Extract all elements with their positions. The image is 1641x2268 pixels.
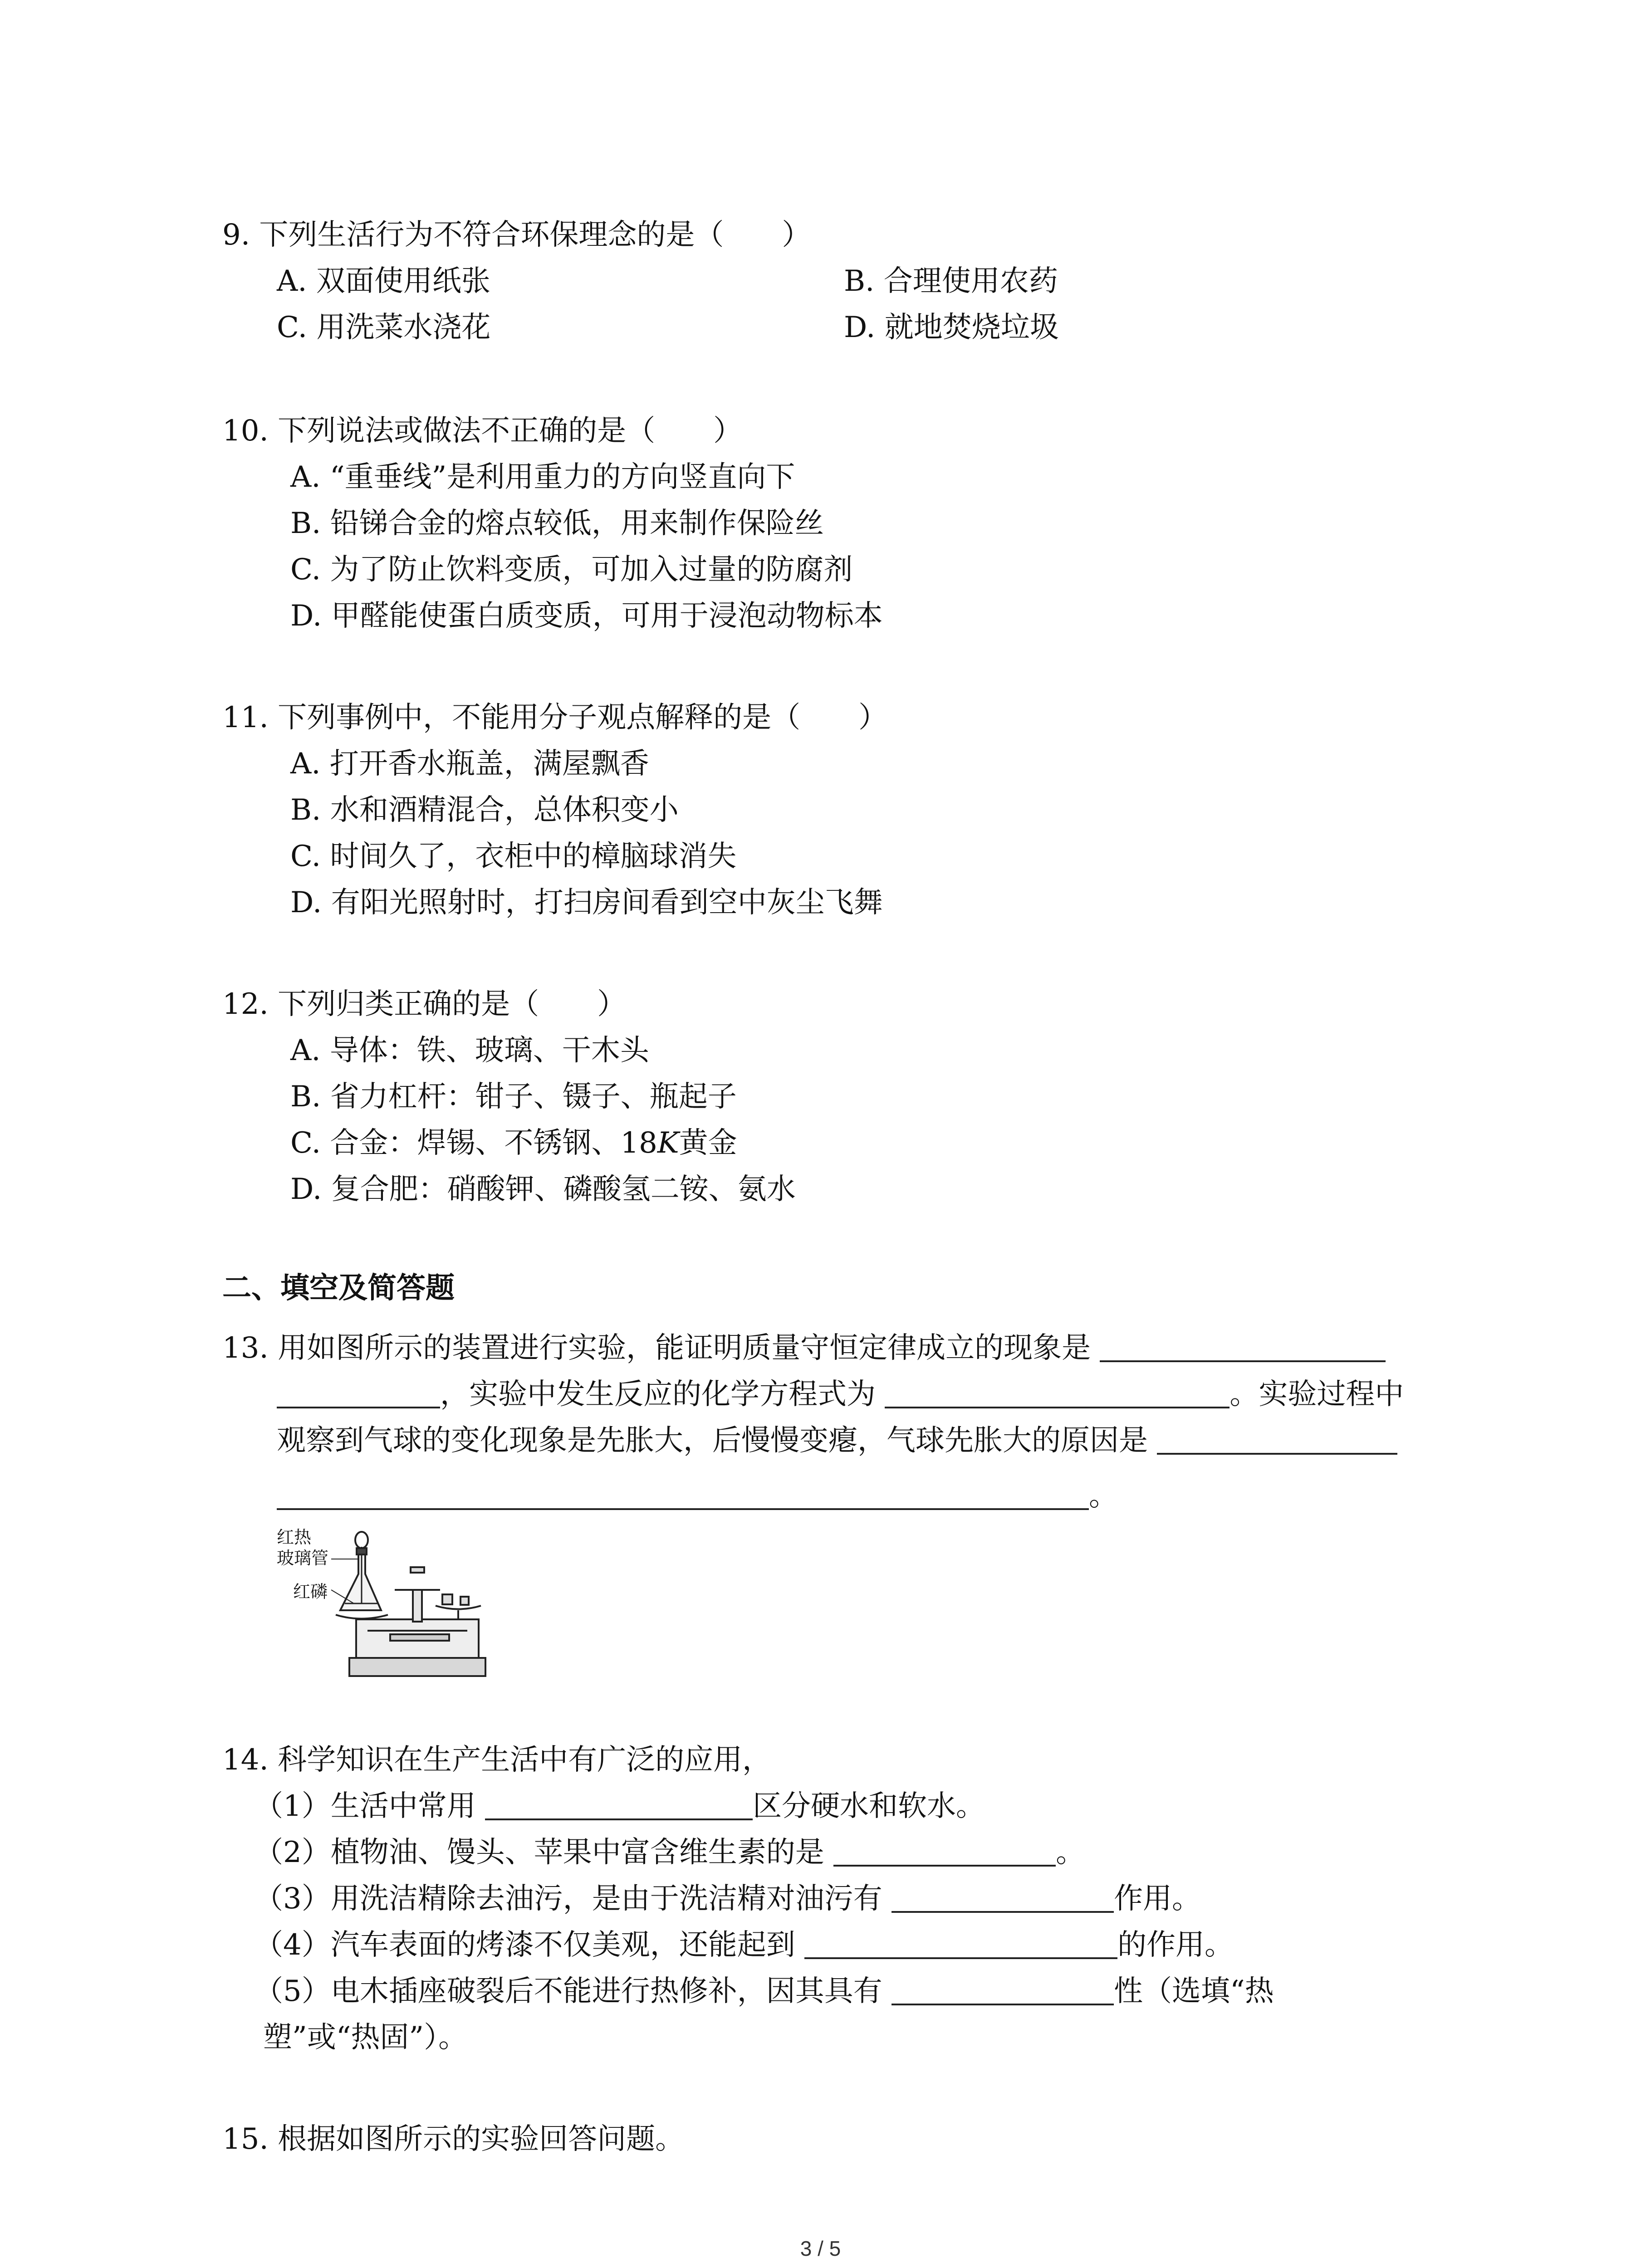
- section-title: 二、填空及简答题: [222, 1271, 455, 1305]
- fig-label-red-phosphorus: 红磷: [293, 1582, 328, 1602]
- q14-part5-cont: 塑”或“热固”）。: [263, 2021, 468, 2054]
- q11-option-c: C. 时间久了，衣柜中的樟脑球消失: [290, 840, 737, 873]
- q14-part1-end: 区分硬水和软水。: [753, 1789, 985, 1823]
- q13-line3: [277, 1422, 1397, 1459]
- q14-part1-text: （1）生活中常用: [254, 1789, 476, 1823]
- q13-line2-end: 。实验过程中: [1230, 1378, 1404, 1411]
- q14-part3: [254, 1881, 1201, 1917]
- q10-option-d: D. 甲醛能使蛋白质变质，可用于浸泡动物标本: [290, 599, 883, 633]
- q12-option-d: D. 复合肥：硝酸钾、磷酸氢二铵、氨水: [290, 1173, 796, 1206]
- balance-apparatus-figure: [277, 1522, 490, 1685]
- q13-blank-equation[interactable]: [885, 1378, 1230, 1408]
- page-number: 3 / 5: [800, 2237, 841, 2260]
- q12-stem: 12. 下列归类正确的是（ ）: [222, 987, 627, 1021]
- q12-option-c-karat: K: [657, 1126, 679, 1160]
- q13-blank-reason-1[interactable]: [1157, 1424, 1397, 1455]
- q14-part5-end: 性（选填“热: [1114, 1975, 1274, 2008]
- q14-blank-4[interactable]: [804, 1928, 1117, 1959]
- q13-blank-reason-2[interactable]: [277, 1479, 1089, 1510]
- q14-part3-end: 作用。: [1114, 1882, 1201, 1916]
- q13-line4-end: 。: [1089, 1479, 1118, 1513]
- q14-part2-text: （2）植物油、馒头、苹果中富含维生素的是: [254, 1836, 824, 1869]
- q13-line1: [222, 1330, 1386, 1366]
- fig-label-glass-tube: 玻璃管: [277, 1548, 329, 1568]
- q14-part5: [254, 1973, 1274, 2009]
- q13-line4: [277, 1478, 1118, 1514]
- q14-part1: [254, 1788, 985, 1824]
- q11-option-b: B. 水和酒精混合，总体积变小: [290, 793, 679, 827]
- fig-label-red-hot: 红热: [277, 1527, 312, 1547]
- q14-part4-end: 的作用。: [1117, 1928, 1234, 1962]
- q13-line2-text: ，实验中发生反应的化学方程式为: [440, 1378, 876, 1411]
- q14-blank-2[interactable]: [833, 1836, 1056, 1867]
- q14-part5-text: （5）电木插座破裂后不能进行热修补，因其具有: [254, 1975, 882, 2008]
- q13-line1-text: 13. 用如图所示的装置进行实验，能证明质量守恒定律成立的现象是: [222, 1331, 1091, 1365]
- q13-blank-phenomenon-1[interactable]: [1100, 1331, 1386, 1362]
- q14-stem: 14. 科学知识在生产生活中有广泛的应用，: [222, 1743, 772, 1777]
- q13-line3-text: 观察到气球的变化现象是先胀大，后慢慢变瘪，气球先胀大的原因是: [277, 1424, 1148, 1457]
- q10-stem: 10. 下列说法或做法不正确的是（ ）: [222, 414, 743, 448]
- q14-part2-end: 。: [1056, 1836, 1085, 1869]
- q10-option-b: B. 铅锑合金的熔点较低，用来制作保险丝: [290, 507, 824, 540]
- q10-option-a: A. “重垂线”是利用重力的方向竖直向下: [290, 460, 795, 494]
- q9-option-d: D. 就地焚烧垃圾: [844, 311, 1059, 344]
- q13-blank-phenomenon-2[interactable]: [277, 1378, 440, 1408]
- q14-blank-5[interactable]: [892, 1975, 1114, 2005]
- q9-option-a: A. 双面使用纸张: [277, 264, 490, 298]
- q14-blank-3[interactable]: [892, 1882, 1114, 1913]
- q14-part3-text: （3）用洗洁精除去油污，是由于洗洁精对油污有: [254, 1882, 882, 1916]
- q14-blank-1[interactable]: [485, 1789, 753, 1820]
- q11-stem: 11. 下列事例中，不能用分子观点解释的是（ ）: [222, 701, 888, 734]
- q12-option-c-gold: 黄金: [679, 1126, 737, 1160]
- q12-option-c-text: C. 合金：焊锡、不锈钢、18: [290, 1126, 657, 1160]
- q14-part2: [254, 1834, 1085, 1871]
- q11-option-d: D. 有阳光照射时，打扫房间看到空中灰尘飞舞: [290, 886, 883, 919]
- q14-part4: [254, 1927, 1234, 1963]
- q14-part4-text: （4）汽车表面的烤漆不仅美观，还能起到: [254, 1928, 795, 1962]
- q13-line2: [277, 1376, 1404, 1413]
- q9-option-c: C. 用洗菜水浇花: [277, 311, 491, 344]
- q9-option-b: B. 合理使用农药: [844, 264, 1058, 298]
- q9-stem: 9. 下列生活行为不符合环保理念的是（ ）: [222, 218, 811, 252]
- q15-stem: 15. 根据如图所示的实验回答问题。: [222, 2122, 685, 2156]
- balance-apparatus-drawing: [277, 1522, 490, 1685]
- q11-option-a: A. 打开香水瓶盖，满屋飘香: [290, 747, 649, 781]
- q12-option-b: B. 省力杠杆：钳子、镊子、瓶起子: [290, 1080, 737, 1114]
- q12-option-c: [290, 1125, 737, 1161]
- q10-option-c: C. 为了防止饮料变质，可加入过量的防腐剂: [290, 553, 853, 587]
- q12-option-a: A. 导体：铁、玻璃、干木头: [290, 1034, 649, 1067]
